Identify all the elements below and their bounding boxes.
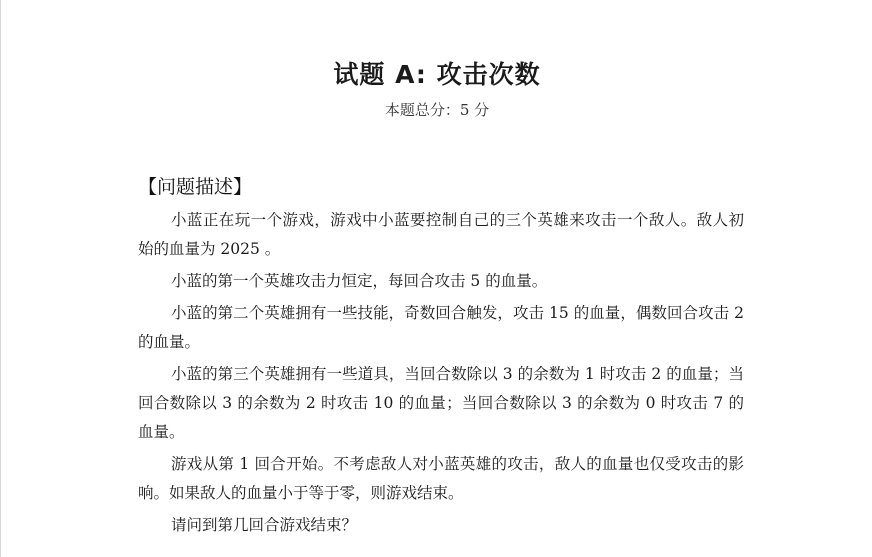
section-heading-problem-description: 【问题描述】 xyxy=(138,176,253,198)
paragraph-intro: 小蓝正在玩一个游戏，游戏中小蓝要控制自己的三个英雄来攻击一个敌人。敌人初始的血量为 2025 。 xyxy=(138,211,744,258)
paragraph-hero-one: 小蓝的第一个英雄攻击力恒定，每回合攻击 5 的血量。 xyxy=(171,272,548,290)
paragraph-question: 请问到第几回合游戏结束？ xyxy=(171,516,358,534)
paragraph-hero-two: 小蓝的第二个英雄拥有一些技能，奇数回合触发，攻击 15 的血量，偶数回合攻击 2 的血量。 xyxy=(138,304,744,351)
paragraph-hero-three: 小蓝的第三个英雄拥有一些道具，当回合数除以 3 的余数为 1 时攻击 2 的血量；当回合数除以 3 的余数为 2 时攻击 10 的血量；当回合数除以 3 的余数为 0 时攻击 7 的血量。 xyxy=(138,365,744,441)
score-subtitle: 本题总分：5 分 xyxy=(384,101,490,119)
problem-body xyxy=(138,206,744,543)
problem-title: 试题 A: 攻击次数 xyxy=(333,60,541,89)
paragraph-game-rules: 游戏从第 1 回合开始。不考虑敌人对小蓝英雄的攻击，敌人的血量也仅受攻击的影响。如果敌人的血量小于等于零，则游戏结束。 xyxy=(138,455,744,502)
